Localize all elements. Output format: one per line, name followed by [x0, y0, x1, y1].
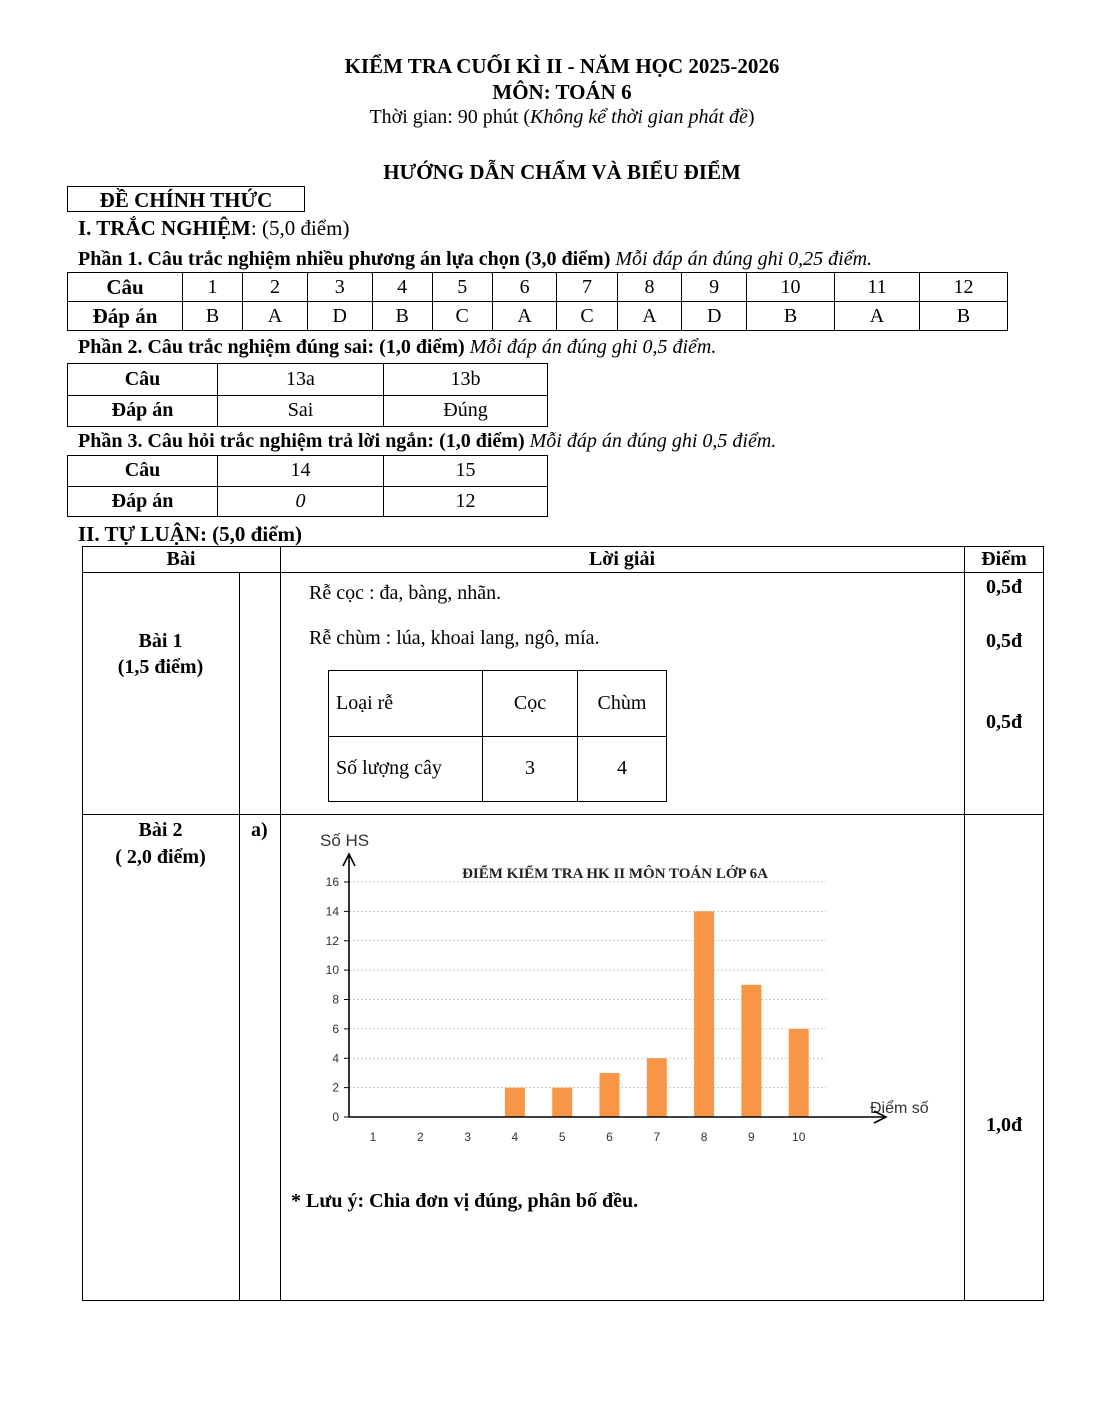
bai-2-note: * Lưu ý: Chia đơn vị đúng, phân bố đều. — [291, 1190, 639, 1212]
bai-2-part: a) — [251, 819, 268, 841]
divider — [239, 573, 240, 1301]
part-3-answer-table — [67, 455, 548, 517]
x-tick-label: 1 — [369, 1130, 377, 1144]
question-cell: 15 — [384, 456, 548, 487]
y-axis-label: Số HS — [320, 831, 370, 850]
divider — [82, 572, 1044, 573]
bai-1-line-1: Rễ cọc : đa, bàng, nhãn. — [309, 582, 502, 604]
question-cell: 9 — [682, 273, 747, 302]
answer-cell: B — [372, 302, 432, 331]
bar-score-9 — [741, 985, 761, 1117]
question-cell: 12 — [919, 273, 1007, 302]
bai-1-points: (1,5 điểm) — [117, 656, 204, 678]
exam-title: KIỂM TRA CUỐI KÌ II - NĂM HỌC 2025-2026 — [344, 54, 780, 78]
row-label: Câu — [68, 273, 183, 302]
y-tick-label: 14 — [325, 904, 339, 919]
y-tick-label: 16 — [325, 875, 339, 889]
bai-1-table — [328, 670, 667, 802]
question-cell: 14 — [218, 456, 384, 487]
answer-cell: B — [919, 302, 1007, 331]
table-cell: 3 — [483, 736, 578, 802]
answer-cell: D — [307, 302, 372, 331]
score-bar-chart — [304, 828, 944, 1168]
question-cell: 5 — [432, 273, 492, 302]
y-tick-label: 4 — [332, 1051, 339, 1066]
answer-cell: 12 — [384, 486, 548, 517]
question-cell: 7 — [557, 273, 617, 302]
x-tick-label: 5 — [558, 1130, 566, 1144]
row-label: Câu — [68, 456, 218, 487]
part-1-answer-table — [67, 272, 1008, 331]
bar-score-6 — [600, 1073, 620, 1117]
section-2-title: II. TỰ LUẬN: (5,0 điểm) — [78, 522, 302, 546]
divider — [82, 814, 1044, 815]
divider — [280, 546, 281, 1301]
part-3-title: Phần 3. Câu hỏi trắc nghiệm trả lời ngắn: (1,0 điểm) Mỗi đáp án đúng ghi 0,5 điểm. — [78, 430, 777, 452]
y-tick-label: 8 — [332, 992, 339, 1007]
part-1-title: Phần 1. Câu trắc nghiệm nhiều phương án lựa chọn (3,0 điểm) Mỗi đáp án đúng ghi 0,25 điểm. — [78, 248, 873, 270]
section-1-title: I. TRẮC NGHIỆM: (5,0 điểm) — [78, 216, 350, 240]
y-tick-label: 6 — [332, 1021, 339, 1036]
x-tick-label: 7 — [653, 1130, 661, 1144]
question-cell: 8 — [617, 273, 682, 302]
x-tick-label: 6 — [606, 1130, 613, 1144]
x-tick-label: 3 — [464, 1130, 471, 1144]
question-cell: 6 — [492, 273, 557, 302]
essay-table — [82, 546, 1044, 1301]
x-tick-label: 4 — [511, 1130, 519, 1144]
bai-2-score: 1,0đ — [985, 1114, 1023, 1136]
divider — [964, 546, 965, 1301]
question-cell: 10 — [747, 273, 835, 302]
table-cell: Số lượng cây — [329, 736, 483, 802]
answer-cell: A — [835, 302, 920, 331]
answer-cell: B — [747, 302, 835, 331]
bar-score-8 — [694, 911, 714, 1117]
question-cell: 3 — [307, 273, 372, 302]
answer-cell: C — [432, 302, 492, 331]
answer-cell: 0 — [218, 486, 384, 517]
row-label: Câu — [68, 364, 218, 396]
bar-score-5 — [552, 1088, 572, 1117]
row-label: Đáp án — [68, 395, 218, 427]
chart-title: ĐIỂM KIỂM TRA HK II MÔN TOÁN LỚP 6A — [462, 866, 768, 882]
question-cell: 1 — [183, 273, 243, 302]
y-tick-label: 10 — [325, 963, 339, 978]
question-cell: 4 — [372, 273, 432, 302]
question-cell: 11 — [835, 273, 920, 302]
answer-cell: A — [492, 302, 557, 331]
answer-cell: Đúng — [384, 395, 548, 427]
x-tick-label: 9 — [748, 1130, 755, 1144]
answer-cell: A — [243, 302, 308, 331]
question-cell: 13a — [218, 364, 384, 396]
bai-1-score-2: 0,5đ — [985, 630, 1023, 652]
question-cell: 2 — [243, 273, 308, 302]
header-bai: Bài — [166, 548, 196, 570]
bar-score-4 — [505, 1088, 525, 1117]
question-cell: 13b — [384, 364, 548, 396]
bai-2-name: Bài 2 — [138, 819, 183, 841]
bar-score-10 — [789, 1029, 809, 1117]
part-2-answer-table — [67, 363, 548, 427]
bar-score-7 — [647, 1058, 667, 1117]
answer-cell: A — [617, 302, 682, 331]
bai-2-points: ( 2,0 điểm) — [115, 846, 206, 868]
chart-bars — [505, 911, 809, 1117]
part-2-title: Phần 2. Câu trắc nghiệm đúng sai: (1,0 điểm) Mỗi đáp án đúng ghi 0,5 điểm. — [78, 336, 717, 358]
bai-1-line-2: Rễ chùm : lúa, khoai lang, ngô, mía. — [309, 627, 600, 649]
x-axis-label: Điểm số — [870, 1100, 929, 1117]
table-cell: 4 — [578, 736, 667, 802]
y-tick-label: 0 — [332, 1110, 339, 1124]
row-label: Đáp án — [68, 302, 183, 331]
answer-cell: D — [682, 302, 747, 331]
exam-time: Thời gian: 90 phút (Không kể thời gian phát đề) — [369, 106, 755, 128]
header-diem: Điểm — [981, 548, 1027, 570]
table-cell: Loại rễ — [329, 671, 483, 737]
guide-title: HƯỚNG DẪN CHẤM VÀ BIỂU ĐIỂM — [383, 160, 741, 184]
bai-1-score-3: 0,5đ — [985, 711, 1023, 733]
official-label: ĐỀ CHÍNH THỨC — [67, 186, 305, 212]
header-loi-giai: Lời giải — [588, 548, 656, 570]
x-tick-label: 8 — [700, 1130, 708, 1144]
bai-1-score-1: 0,5đ — [985, 576, 1023, 598]
answer-cell: B — [183, 302, 243, 331]
answer-cell: C — [557, 302, 617, 331]
y-tick-label: 12 — [325, 933, 339, 948]
y-tick-label: 2 — [332, 1080, 339, 1095]
table-cell: Cọc — [483, 671, 578, 737]
bai-1-name: Bài 1 — [138, 630, 183, 652]
x-tick-label: 10 — [792, 1130, 806, 1144]
row-label: Đáp án — [68, 486, 218, 517]
subject-title: MÔN: TOÁN 6 — [492, 80, 632, 104]
answer-cell: Sai — [218, 395, 384, 427]
table-cell: Chùm — [578, 671, 667, 737]
x-tick-label: 2 — [416, 1130, 424, 1144]
